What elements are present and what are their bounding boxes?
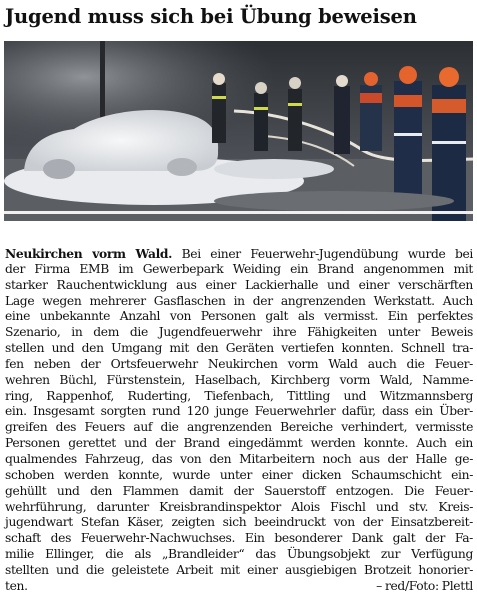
fire-drill-photo xyxy=(4,41,473,221)
article-line: der Firma EMB im Gewerbepark Weiding ein Brand angenommen mit xyxy=(5,261,473,276)
article-line: wehrführung, darunter Kreisbrandinspektor Alois Fischl und stv. Kreis- xyxy=(5,499,473,514)
article-line: schaft des Feuerwehr-Nachwuchses. Ein besonderer Dank galt der Fa- xyxy=(5,531,473,546)
photo-credit: – red/Foto: Plettl xyxy=(376,578,473,593)
article-line: qualmendes Fahrzeug, das von den Mitarbeitern noch aus der Halle ge- xyxy=(5,451,473,466)
article-line: starker Rauchentwicklung aus einer Lackierhalle und einer verschärften xyxy=(5,277,473,292)
article-line: schoben werden konnte, wurde unter einer dicken Schaumschicht ein- xyxy=(5,467,473,482)
article-line: fen neben der Ortsfeuerwehr Neukirchen vorm Wald auch die Feuer- xyxy=(5,356,473,371)
dateline: Neukirchen vorm Wald. xyxy=(5,246,173,261)
article-line: wehren Büchl, Fürstenstein, Haselbach, Kirchberg vorm Wald, Namme- xyxy=(5,372,473,387)
article-line: milie Ellinger, die als „Brandleider“ das Übungsobjekt zur Verfügung xyxy=(5,547,473,562)
article-line: greifen des Feuers auf die angrenzenden Bereiche verhindert, vermisste xyxy=(5,420,473,435)
article-line: eine unbekannte Anzahl von Personen galt als vermisst. Ein perfektes xyxy=(5,309,473,324)
article-line: stellen und den Umgang mit den Geräten vertiefen konnten. Schnell tra- xyxy=(5,341,473,356)
article-final-line: ten. – red/Foto: Plettl xyxy=(5,578,473,593)
article-line: Szenario, in dem die Jugendfeuerwehr ihre Fähigkeiten unter Beweis xyxy=(5,325,473,340)
article-body xyxy=(5,246,473,595)
article-line: ring, Rappenhof, Ruderting, Tiefenbach, Tittling und Witzmannsberg xyxy=(5,388,473,403)
article-line: Personen gerettet und der Brand eingedämmt werden konnte. Auch ein xyxy=(5,436,473,451)
article-line: Neukirchen vorm Wald. Bei einer Feuerwehr-Jugendübung wurde bei xyxy=(5,246,473,261)
article-line: stellten und die geleistete Arbeit mit einer ausgiebigen Brotzeit honorier- xyxy=(5,562,473,577)
headline: Jugend muss sich bei Übung beweisen xyxy=(5,5,417,28)
article-line: Lage wegen mehrerer Gasflaschen in der angrenzenden Werkstatt. Auch xyxy=(5,293,473,308)
article-line: jugendwart Stefan Käser, zeigten sich beeindruckt von der Einsatzbereit- xyxy=(5,515,473,530)
article-line: gehüllt und den Flammen damit der Sauerstoff entzogen. Die Feuer- xyxy=(5,483,473,498)
article-line: ein. Insgesamt sorgten rund 120 junge Feuerwehrler dafür, dass ein Über- xyxy=(5,404,473,419)
